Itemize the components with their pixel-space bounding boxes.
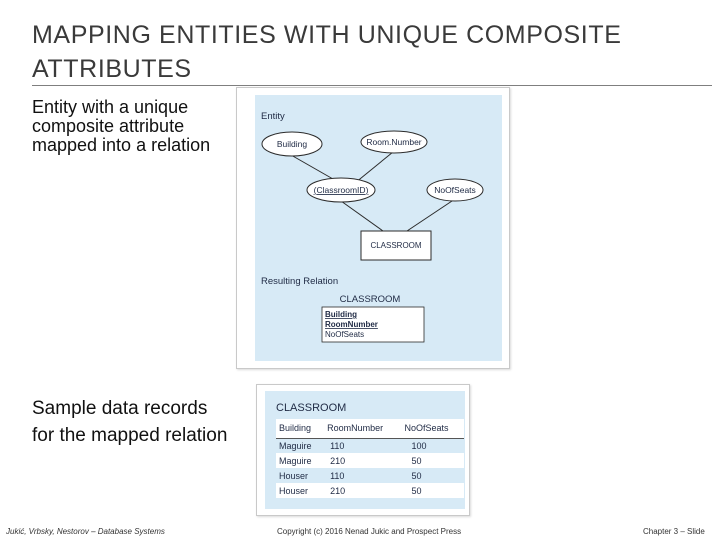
attribute-noofseats-label: NoOfSeats — [434, 185, 476, 195]
connector-classroomid-entity — [341, 201, 383, 231]
table-header-row — [276, 419, 464, 438]
entity-classroom-label: CLASSROOM — [370, 241, 422, 250]
cell-building: Houser — [276, 468, 324, 483]
cell-roomnumber: 110 — [324, 438, 401, 453]
bullet-sample-data: Sample data records for the mapped relation — [32, 398, 228, 446]
cell-noofseats: 50 — [402, 468, 464, 483]
sample-data-table — [276, 419, 464, 498]
cell-building: Maguire — [279, 455, 312, 466]
footer-slide-number: Chapter 3 – Slide — [643, 527, 705, 536]
entity-section-label: Entity — [261, 111, 285, 122]
classroomid-text: ClassroomID — [316, 185, 366, 195]
relation-column-building: Building — [325, 310, 357, 319]
bullet-entity-mapping: Entity with a unique composite attribute mapped into a relation — [32, 97, 211, 155]
cell-noofseats: 50 — [411, 455, 422, 466]
title-divider — [32, 85, 712, 86]
table-row — [276, 483, 464, 498]
cell-noofseats: 100 — [402, 438, 464, 453]
attribute-roomnumber-label: Room.Number — [366, 137, 422, 147]
connector-noofseats-entity — [407, 199, 455, 231]
header-noofseats: NoOfSeats — [402, 419, 464, 438]
slide-title: MAPPING ENTITIES WITH UNIQUE COMPOSITE ATTRIBUTES — [32, 21, 622, 83]
paren-close: ) — [365, 185, 369, 195]
table-row — [276, 438, 464, 453]
cell-noofseats: 50 — [411, 485, 422, 496]
attribute-classroomid-label — [314, 185, 369, 195]
header-building: Building — [276, 419, 324, 438]
cell-roomnumber: 210 — [330, 485, 346, 496]
header-roomnumber: RoomNumber — [324, 419, 401, 438]
attribute-building-label: Building — [276, 139, 308, 149]
relation-section-label: Resulting Relation — [261, 276, 339, 287]
paren-open: ( — [313, 185, 317, 195]
table-row — [276, 468, 464, 483]
footer-copyright: Copyright (c) 2016 Nenad Jukic and Prospect Press — [277, 527, 462, 536]
relation-column-roomnumber: RoomNumber — [325, 320, 378, 329]
relation-column-noofseats: NoOfSeats — [325, 330, 365, 339]
table-row — [276, 453, 464, 468]
er-diagram — [255, 95, 502, 361]
cell-roomnumber: 110 — [324, 468, 401, 483]
cell-building: Houser — [279, 485, 309, 496]
sample-data-caption: CLASSROOM — [276, 402, 347, 414]
cell-roomnumber: 210 — [330, 455, 346, 466]
connector-roomnumber-classroomid — [355, 152, 393, 183]
cell-building: Maguire — [276, 438, 324, 453]
relation-name: CLASSROOM — [339, 294, 401, 305]
footer-authors: Jukić, Vrbsky, Nestorov – Database Systems — [6, 527, 165, 536]
